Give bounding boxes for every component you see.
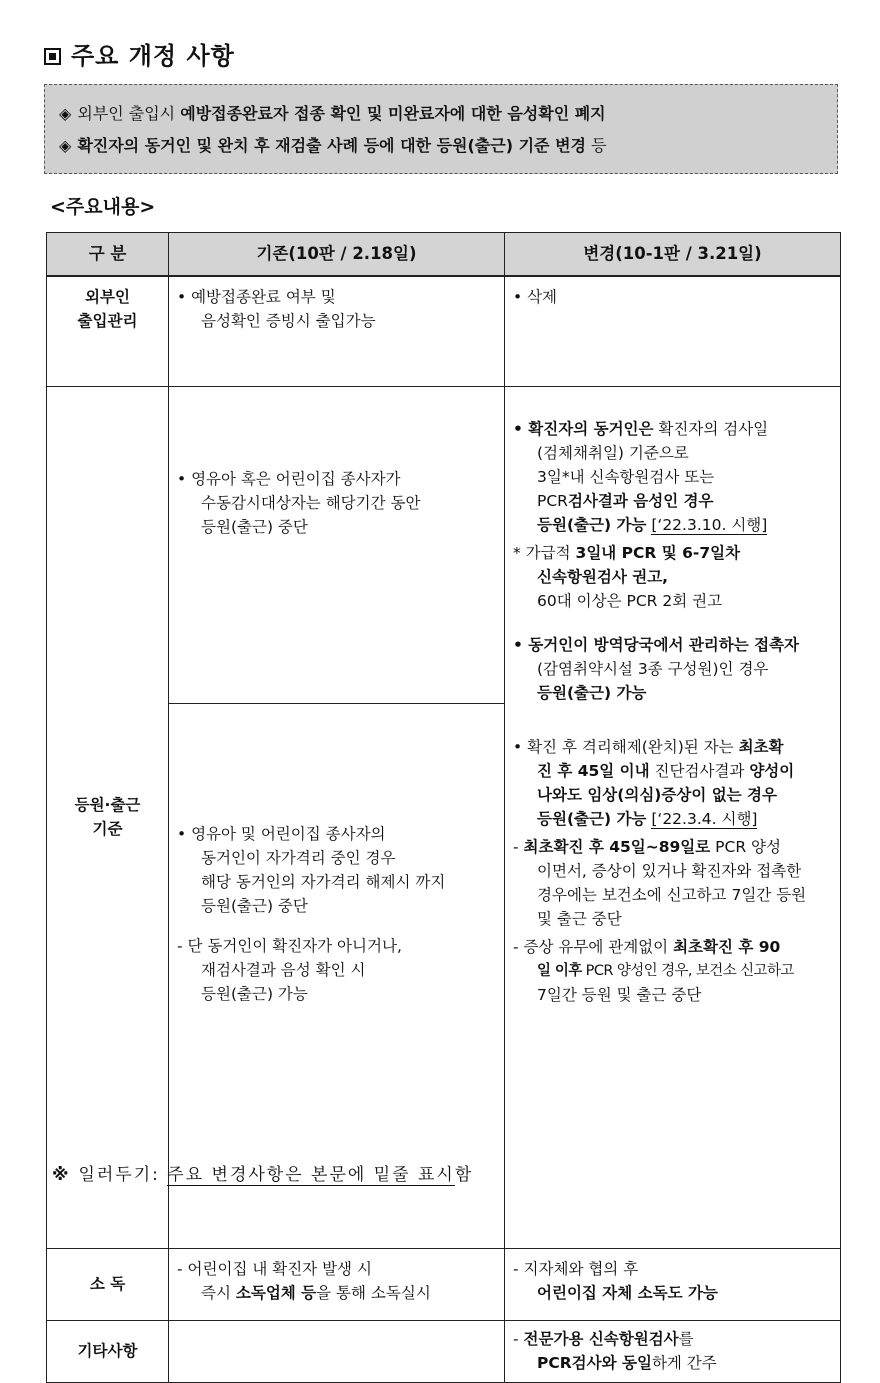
new-item-1: • 확진자의 동거인은 확진자의 검사일 (검체채취일) 기준으로 3일*내 신속항원검사 또는 PCR검사결과 음성인 경우 등원(출근) 가능 [‘22.3.10. 시행] * 가급적 3일내 PCR 및 6-7일차 신속항원검사 권고, 60대 이상은 PCR 2회 권고 — [513, 419, 769, 610]
new-item-2: • 동거인이 방역당국에서 관리하는 접촉자 (감염취약시설 3종 구성원)인 경우 등원(출근) 가능 — [513, 635, 800, 702]
header-category: 구 분 — [47, 233, 169, 277]
row-label: 기타사항 — [47, 1320, 169, 1382]
footnote: ※ 일러두기: 주요 변경사항은 본문에 밑줄 표시함 — [52, 1165, 474, 1185]
new-item-4: - 최초확진 후 45일~89일로 PCR 양성 이면서, 증상이 있거나 확진자와 접촉한 경우에는 보건소에 신고하고 7일간 등원 및 출근 중단 — [513, 837, 807, 928]
diamond-bullet-icon: ◈ — [59, 104, 72, 123]
subtitle: <주요내용> — [50, 196, 156, 218]
section-title: 주요 개정 사항 — [44, 36, 235, 71]
new-cell: • 삭제 — [505, 276, 841, 386]
new-item-3: • 확진 후 격리해제(완치)된 자는 최초확 진 후 45일 이내 진단검사결과 양성이 나와도 임상(의심)증상이 없는 경우 등원(출근) 가능 [‘22.3.4. 시행] — [513, 737, 795, 828]
old-cell: • 예방접종완료 여부 및 음성확인 증빙시 출입가능 — [169, 276, 505, 386]
table-header-row — [47, 233, 841, 277]
summary-line-2: ◈ 확진자의 동거인 및 완치 후 재검출 사례 등에 대한 등원(출근) 기준 변경 등 — [59, 136, 607, 155]
old-cell: • 영유아 및 어린이집 종사자의 동거인이 자가격리 중인 경우 해당 동거인의 자가격리 해제시 까지 등원(출근) 중단 - 단 동거인이 확진자가 아니거나, 재검사결과 음성 확인 시 등원(출근) 가능 — [169, 703, 505, 1248]
revision-table — [46, 232, 841, 1383]
diamond-bullet-icon: ◈ — [59, 136, 72, 155]
table-row — [47, 276, 841, 386]
table-row — [47, 1320, 841, 1382]
old-cell: - 어린이집 내 확진자 발생 시 즉시 소독업체 등을 통해 소독실시 — [169, 1248, 505, 1320]
row-label: 외부인 출입관리 — [47, 276, 169, 386]
header-new: 변경(10-1판 / 3.21일) — [505, 233, 841, 277]
new-cell: - 지자체와 협의 후 어린이집 자체 소독도 가능 — [505, 1248, 841, 1320]
old-cell — [169, 1320, 505, 1382]
table-row — [47, 386, 841, 703]
table-row — [47, 1248, 841, 1320]
new-cell — [505, 386, 841, 1248]
new-item-5: - 증상 유무에 관계없이 최초확진 후 90 일 이후 PCR 양성인 경우, 보건소 신고하고 7일간 등원 및 출근 중단 — [513, 937, 794, 1004]
summary-box — [44, 84, 838, 174]
row-label: 등원·출근 기준 — [47, 386, 169, 1248]
new-cell: - 전문가용 신속항원검사를 PCR검사와 동일하게 간주 — [505, 1320, 841, 1382]
reference-mark-icon: ※ — [52, 1165, 79, 1185]
summary-line-1: ◈ 외부인 출입시 예방접종완료자 접종 확인 및 미완료자에 대한 음성확인 폐지 — [59, 104, 606, 123]
old-cell: • 영유아 혹은 어린이집 종사자가 수동감시대상자는 해당기간 동안 등원(출근) 중단 — [169, 386, 505, 703]
header-old: 기존(10판 / 2.18일) — [169, 233, 505, 277]
square-bullet-icon — [44, 48, 61, 65]
row-label: 소 독 — [47, 1248, 169, 1320]
